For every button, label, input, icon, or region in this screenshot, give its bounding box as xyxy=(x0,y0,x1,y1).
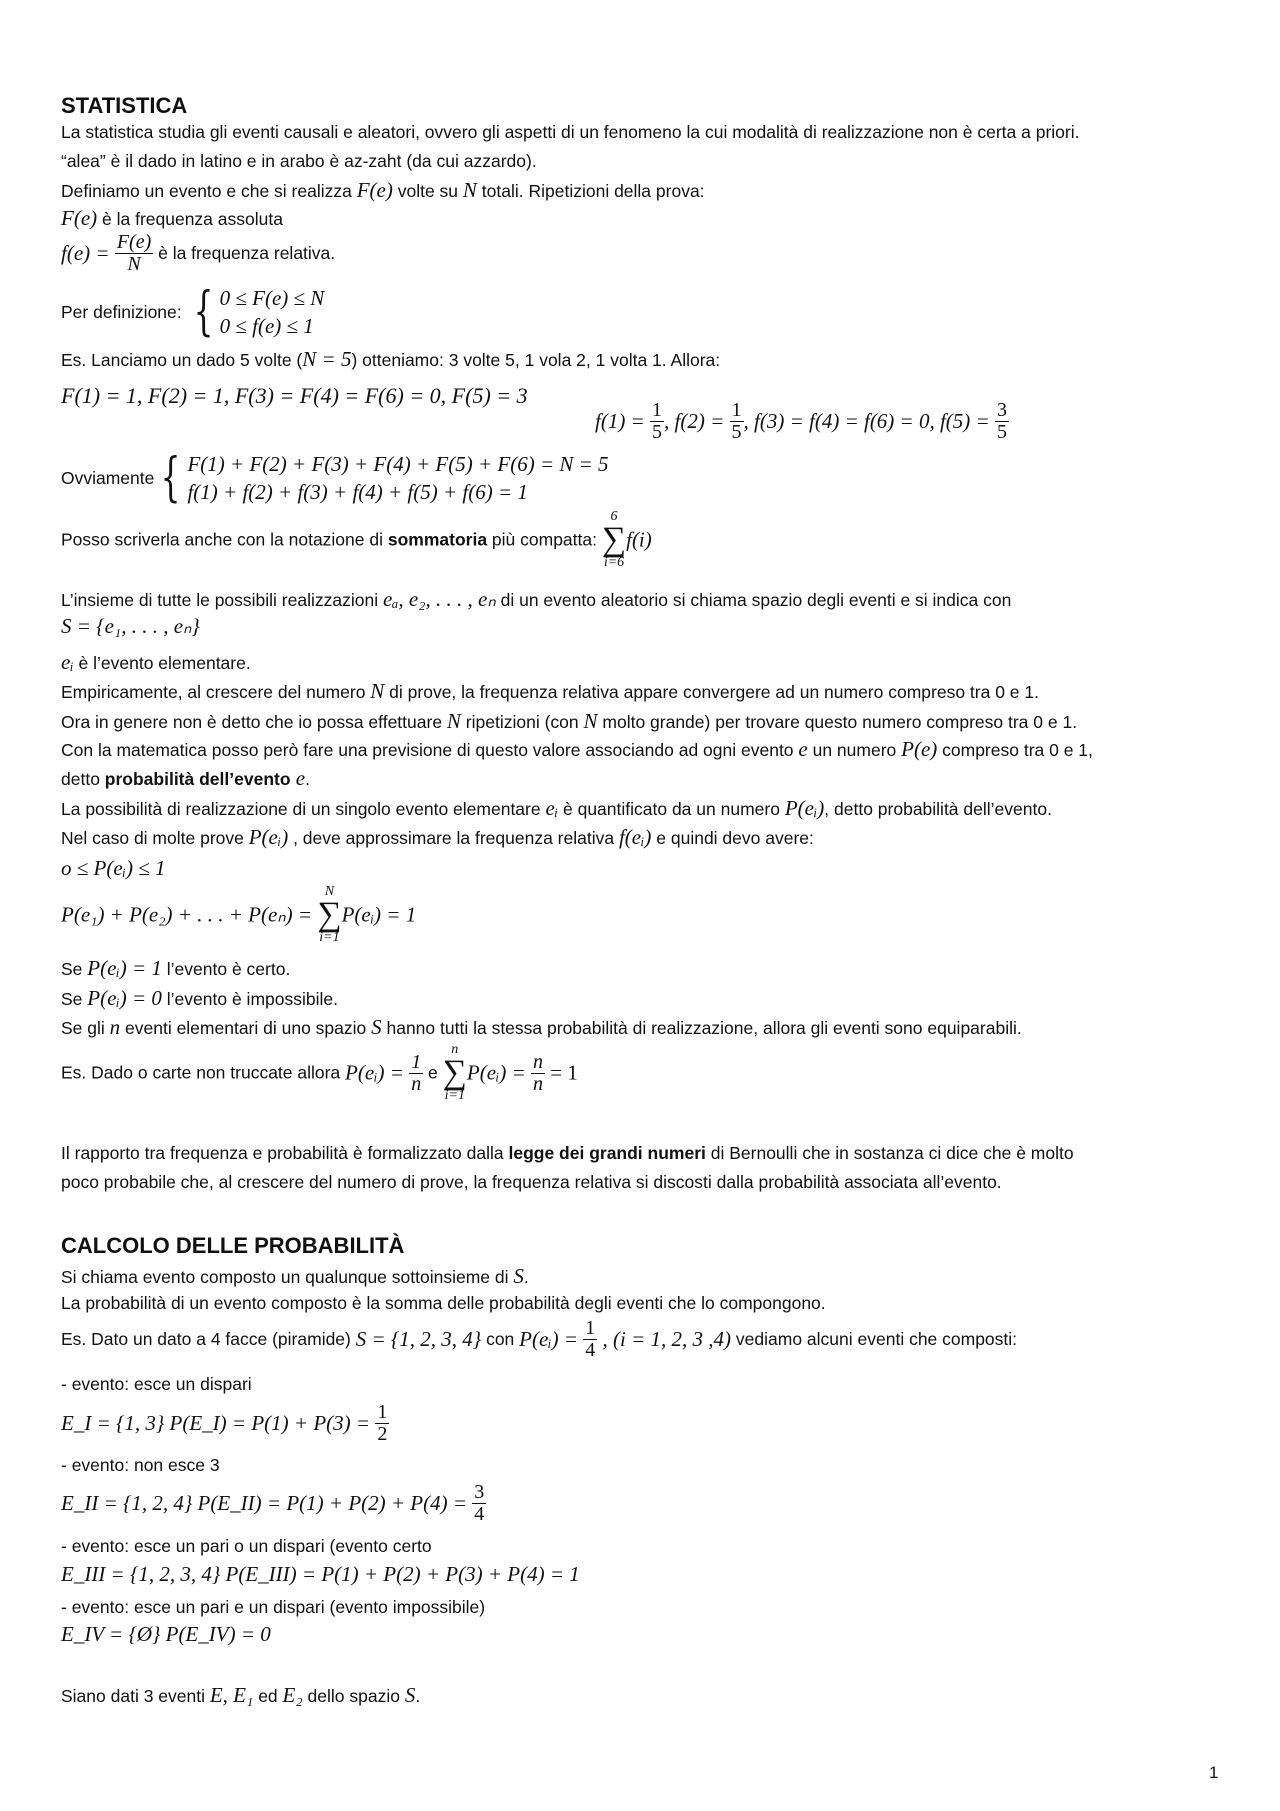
text: Ovviamente xyxy=(61,467,155,488)
paragraph-line xyxy=(61,650,251,675)
paragraph-line xyxy=(61,178,705,203)
paragraph-line xyxy=(61,796,1052,821)
sum-symbol xyxy=(317,885,341,945)
denominator: 4 xyxy=(585,1339,596,1361)
paragraph-line: La statistica studia gli eventi causali e aleatori, ovvero gli aspetti di un fenomeno la cui modalità di realizzazione non è certa a priori. xyxy=(61,122,1080,142)
paragraph-line xyxy=(61,679,1039,704)
fraction xyxy=(650,400,664,443)
text: Es. Dado o carte non truccate allora xyxy=(61,1062,346,1083)
sum-upper: N xyxy=(324,884,335,899)
section-title-calcolo: CALCOLO DELLE PROBABILITÀ xyxy=(61,1233,405,1258)
text: Es. Lanciamo un dado 5 volte ( xyxy=(61,350,303,370)
paragraph-line xyxy=(61,737,1093,762)
text: è la frequenza assoluta xyxy=(97,209,283,229)
formula-event-3: E_III = {1, 2, 3, 4} P(E_III) = P(1) + P(2) + P(3) + P(4) = 1 xyxy=(61,1562,580,1586)
math: P(e) xyxy=(901,737,938,761)
math: N xyxy=(583,709,598,733)
numerator: 1 xyxy=(411,1050,422,1073)
text: Per definizione: xyxy=(61,301,187,322)
system-row: F(1) + F(2) + F(3) + F(4) + F(5) + F(6) = N = 5 xyxy=(187,452,609,476)
text: Ora in genere non è detto che io possa effettuare xyxy=(61,712,447,732)
bold-term: probabilità dell’evento xyxy=(104,769,291,789)
text: più compatta: xyxy=(487,529,602,550)
text: ) otteniamo: 3 volte 5, 1 vola 2, 1 volta 1. Allora: xyxy=(351,350,721,370)
formula-event-space: S = {e₁, . . . , eₙ} xyxy=(61,614,200,638)
sum-lower: i=1 xyxy=(319,930,340,946)
section-title-statistica: STATISTICA xyxy=(61,93,188,118)
fraction xyxy=(995,400,1009,443)
sigma: ∑ xyxy=(442,1054,467,1091)
math: eᵢ xyxy=(545,796,559,820)
page-number: 1 xyxy=(1209,1763,1219,1782)
text: Se gli xyxy=(61,1018,110,1038)
paragraph-line xyxy=(61,587,1011,612)
math: = 1 xyxy=(545,1060,578,1085)
text: volte su xyxy=(392,181,463,201)
paragraph-line: “alea” è il dado in latino e in arabo è az-zaht (da cui azzardo). xyxy=(61,151,537,171)
denominator: n xyxy=(411,1072,422,1095)
numerator: 1 xyxy=(377,1401,388,1423)
fraction xyxy=(115,232,153,275)
paragraph-line xyxy=(61,1015,1022,1040)
denominator: N xyxy=(127,253,141,275)
text: L’insieme di tutte le possibili realizzazioni xyxy=(61,590,383,610)
text: l’evento è impossibile. xyxy=(161,989,338,1009)
text: è l’evento elementare. xyxy=(73,653,251,673)
text: Con la matematica posso però fare una previsione di questo valore associando ad ogni evento xyxy=(61,740,799,760)
math: , f(3) = f(4) = f(6) = 0, f(5) = xyxy=(743,408,995,433)
formula-probability-range: o ≤ P(eᵢ) ≤ 1 xyxy=(61,856,166,880)
text: . xyxy=(523,1267,529,1287)
text: detto xyxy=(61,769,105,789)
math: S xyxy=(371,1015,382,1039)
numerator: n xyxy=(533,1050,544,1073)
text: l’evento è certo. xyxy=(161,959,291,979)
math: P(eᵢ) = 1 xyxy=(341,902,417,927)
text: Si chiama evento composto un qualunque sottoinsieme di xyxy=(61,1267,514,1287)
sum-lower: i=1 xyxy=(444,1088,465,1104)
text: , detto probabilità dell’evento. xyxy=(824,799,1052,819)
math: n xyxy=(109,1015,121,1039)
text: Nel caso di molte prove xyxy=(61,828,249,848)
math: N = 5 xyxy=(302,347,352,371)
math: eᵢ xyxy=(61,650,74,674)
numerator: 1 xyxy=(585,1317,596,1339)
text: di prove, la frequenza relativa appare convergere ad un numero compreso tra 0 e 1. xyxy=(384,682,1039,702)
math: e xyxy=(290,766,306,790)
math: F(e) xyxy=(61,206,98,230)
brace: { xyxy=(193,282,213,343)
fraction xyxy=(583,1318,597,1361)
math: P(eᵢ) = 0 xyxy=(87,986,162,1010)
text: di un evento aleatorio si chiama spazio degli eventi e si indica con xyxy=(495,590,1012,610)
paragraph-line xyxy=(61,1264,529,1289)
paragraph-line xyxy=(61,766,310,791)
text: molto grande) per trovare questo numero compreso tra 0 e 1. xyxy=(597,712,1078,732)
text: è la frequenza relativa. xyxy=(153,243,336,263)
text: compreso tra 0 e 1, xyxy=(937,740,1093,760)
formula-relative-frequency xyxy=(61,232,335,275)
math: E₂ xyxy=(282,1683,303,1707)
text: un numero xyxy=(807,740,902,760)
bold-term: sommatoria xyxy=(387,529,488,550)
formula-event-1 xyxy=(61,1402,389,1445)
denominator: 5 xyxy=(996,421,1007,443)
text: Se xyxy=(61,959,88,979)
math: f(eᵢ) xyxy=(618,825,652,849)
system-row: 0 ≤ f(e) ≤ 1 xyxy=(219,314,314,339)
formula-event-2 xyxy=(61,1482,486,1525)
text: Es. Dato un dato a 4 facce (piramide) xyxy=(61,1329,356,1349)
text: vediamo alcuni eventi che composti: xyxy=(731,1329,1018,1349)
math: S xyxy=(404,1683,416,1707)
sum-symbol xyxy=(443,1043,467,1103)
paragraph-line: - evento: esce un dispari xyxy=(61,1374,252,1394)
math: E_II = {1, 2, 4} P(E_II) = P(1) + P(2) + P(4) = xyxy=(61,1490,473,1515)
sum-lower: i=6 xyxy=(603,555,625,571)
sigma: ∑ xyxy=(317,896,342,933)
text: Siano dati 3 eventi xyxy=(61,1686,210,1706)
denominator: 5 xyxy=(652,421,662,443)
text: . xyxy=(305,769,310,789)
math: f(1) = xyxy=(595,408,650,433)
system xyxy=(220,284,325,341)
definition-system xyxy=(61,284,324,341)
pyramid-die-example xyxy=(61,1318,1017,1361)
paragraph-line xyxy=(61,1143,1074,1164)
text: hanno tutti la stessa probabilità di realizzazione, allora gli eventi sono equiparabili. xyxy=(381,1018,1022,1038)
numerator: 1 xyxy=(731,399,742,421)
paragraph-line: - evento: esce un pari e un dispari (evento impossibile) xyxy=(61,1597,486,1617)
paragraph-line xyxy=(61,825,814,850)
numerator: F(e) xyxy=(116,231,152,253)
numerator: 3 xyxy=(996,399,1007,421)
equiprobable-example xyxy=(61,1043,578,1103)
math: eₐ, e₂, . . . , eₙ xyxy=(382,587,496,611)
math: E, E₁ xyxy=(209,1683,254,1707)
paragraph-line xyxy=(61,1683,420,1708)
math: e xyxy=(798,737,808,761)
fraction xyxy=(375,1402,389,1445)
text: Se xyxy=(61,989,88,1009)
denominator: n xyxy=(533,1072,544,1095)
paragraph-line xyxy=(61,206,283,231)
formula-event-4: E_IV = {Ø} P(E_IV) = 0 xyxy=(61,1622,271,1646)
paragraph-line xyxy=(61,986,338,1011)
text: e quindi devo avere: xyxy=(651,828,814,848)
sum-system xyxy=(61,450,609,507)
sum-upper: 6 xyxy=(610,509,618,524)
text: totali. Ripetizioni della prova: xyxy=(476,181,705,201)
text: ed xyxy=(253,1686,283,1706)
system-row: 0 ≤ F(e) ≤ N xyxy=(219,286,325,310)
fraction xyxy=(472,1482,486,1525)
math: P(eᵢ) xyxy=(784,796,825,820)
system-row: f(1) + f(2) + f(3) + f(4) + f(5) + f(6) = 1 xyxy=(187,480,528,505)
formula-relative-values xyxy=(595,400,1009,443)
denominator: 5 xyxy=(731,421,742,443)
paragraph-line: poco probabile che, al crescere del numero di prove, la frequenza relativa si discosti dalla probabilità associata all’evento. xyxy=(61,1172,1002,1192)
text: è quantificato da un numero xyxy=(558,799,785,819)
text: eventi elementari di uno spazio xyxy=(120,1018,372,1038)
bold-term: legge dei grandi numeri xyxy=(508,1143,706,1163)
sigma: ∑ xyxy=(601,521,627,558)
math: N xyxy=(462,178,477,202)
math: P(eᵢ) = xyxy=(466,1060,532,1085)
text: ripetizioni (con xyxy=(460,712,584,732)
math: f(e) = xyxy=(61,240,115,265)
text: Definiamo un evento e che si realizza xyxy=(61,181,357,201)
text: Empiricamente, al crescere del numero xyxy=(61,682,371,702)
text: Il rapporto tra frequenza e probabilità è formalizzato dalla xyxy=(61,1143,509,1163)
text: La possibilità di realizzazione di un singolo evento elementare xyxy=(61,799,546,819)
fraction xyxy=(531,1052,545,1095)
summation-line xyxy=(61,510,652,570)
fraction xyxy=(730,400,744,443)
system xyxy=(187,450,608,507)
sum-symbol xyxy=(602,510,626,570)
text: . xyxy=(415,1686,421,1706)
math: P(eᵢ) = xyxy=(519,1326,584,1351)
math: P(eᵢ) = 1 xyxy=(87,956,162,980)
text: , deve approssimare la frequenza relativa xyxy=(288,828,619,848)
math: P(eᵢ) xyxy=(248,825,289,849)
math: P(e₁) + P(e₂) + . . . + P(eₙ) = xyxy=(61,902,318,927)
math: P(eᵢ) = xyxy=(345,1060,410,1085)
paragraph-line: - evento: non esce 3 xyxy=(61,1455,220,1475)
denominator: 4 xyxy=(474,1503,485,1525)
brace: { xyxy=(160,448,181,509)
formula-probability-sum xyxy=(61,885,416,945)
paragraph-line: La probabilità di un evento composto è la somma delle probabilità degli eventi che lo compongono. xyxy=(61,1293,826,1313)
text: e xyxy=(423,1062,443,1083)
sum-upper: n xyxy=(451,1042,459,1057)
text: con xyxy=(481,1329,520,1349)
text: Posso scriverla anche con la notazione di xyxy=(61,529,388,550)
math: S = {1, 2, 3, 4} xyxy=(355,1326,482,1351)
denominator: 2 xyxy=(377,1423,388,1445)
paragraph-line xyxy=(61,956,290,981)
text: di Bernoulli che in sostanza ci dice che è molto xyxy=(705,1143,1074,1163)
math: , f(2) = xyxy=(664,408,730,433)
paragraph-line: - evento: esce un pari o un dispari (evento certo xyxy=(61,1536,432,1556)
math: N xyxy=(370,679,385,703)
math: E_I = {1, 3} P(E_I) = P(1) + P(3) = xyxy=(61,1410,376,1435)
math: N xyxy=(446,709,461,733)
formula-absolute-values: F(1) = 1, F(2) = 1, F(3) = F(4) = F(6) = 0, F(5) = 3 xyxy=(61,383,528,408)
numerator: 3 xyxy=(474,1481,485,1503)
math: f(i) xyxy=(626,527,652,552)
paragraph-line xyxy=(61,709,1077,734)
math: S xyxy=(513,1264,524,1288)
paragraph-line xyxy=(61,347,720,372)
numerator: 1 xyxy=(652,399,662,421)
math: , (i = 1, 2, 3 ,4) xyxy=(597,1326,732,1351)
text: dello spazio xyxy=(302,1686,405,1706)
math: F(e) xyxy=(356,178,393,202)
fraction xyxy=(409,1052,423,1095)
